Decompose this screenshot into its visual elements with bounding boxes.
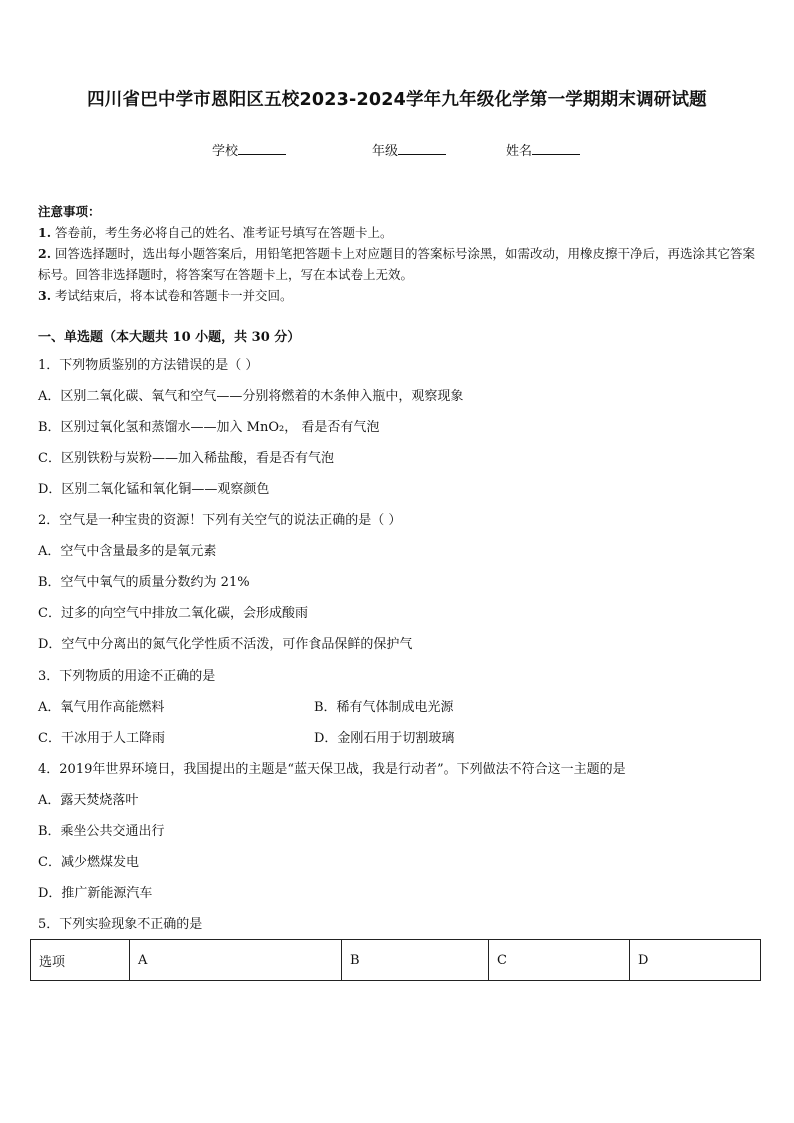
question-4-option-c: C．减少燃煤发电 [38,855,139,870]
grade-field [372,140,446,159]
table-cell-c: C [489,940,630,981]
table-row [31,940,761,981]
question-1-stem: 1．下列物质鉴别的方法错误的是（ ） [38,358,259,373]
question-5-table [30,939,761,981]
question-1-option-b: B．区别过氧化氢和蒸馏水——加入 MnO₂， 看是否有气泡 [38,420,380,435]
name-label: 姓名 [506,144,533,159]
table-cell-d: D [630,940,761,981]
school-label: 学校 [212,144,239,159]
question-3-option-a: A．氧气用作高能燃料 [38,700,165,715]
question-3-option-d: D．金刚石用于切割玻璃 [314,731,455,746]
table-cell-b: B [342,940,489,981]
question-1-option-d: D．区别二氧化锰和氧化铜——观察颜色 [38,482,270,497]
notice-item-3: 3. 考试结束后，将本试卷和答题卡一并交回。 [38,288,293,303]
question-2-option-b: B．空气中氧气的质量分数约为 21% [38,575,250,590]
question-4-stem: 4．2019年世界环境日，我国提出的主题是“蓝天保卫战，我是行动者”。下列做法不符合这一主题的是 [38,762,626,777]
question-5-stem: 5．下列实验现象不正确的是 [38,917,203,932]
question-4-option-d: D．推广新能源汽车 [38,886,153,901]
question-2-stem: 2．空气是一种宝贵的资源！下列有关空气的说法正确的是（ ） [38,513,402,528]
question-3-stem: 3．下列物质的用途不正确的是 [38,669,216,684]
notice-block [38,201,760,306]
notice-heading: 注意事项： [38,204,101,219]
table-header-cell: 选项 [31,940,130,981]
table-cell-a: A [130,940,342,981]
question-1-option-c: C．区别铁粉与炭粉——加入稀盐酸，看是否有气泡 [38,451,334,466]
question-2-option-c: C．过多的向空气中排放二氧化碳，会形成酸雨 [38,606,308,621]
school-blank [238,143,286,155]
question-4-option-b: B．乘坐公共交通出行 [38,824,165,839]
section-heading: 一、单选题（本大题共 10 小题，共 30 分） [38,330,301,345]
name-blank [532,143,580,155]
school-field [212,140,286,159]
question-2-option-d: D．空气中分离出的氮气化学性质不活泼，可作食品保鲜的保护气 [38,637,413,652]
grade-label: 年级 [372,144,399,159]
exam-title: 四川省巴中学市恩阳区五校2023-2024学年九年级化学第一学期期末调研试题 [87,90,707,110]
question-1-option-a: A．区别二氧化碳、氧气和空气——分别将燃着的木条伸入瓶中，观察现象 [38,389,464,404]
question-3-option-c: C．干冰用于人工降雨 [38,731,165,746]
grade-blank [398,143,446,155]
name-field [506,140,580,159]
question-3-option-b: B．稀有气体制成电光源 [314,700,454,715]
notice-item-2: 2. 回答选择题时，选出每小题答案后，用铅笔把答题卡上对应题目的答案标号涂黑，如需改动，用橡皮擦干净后，再选涂其它答案标号。回答非选择题时，将答案写在答题卡上，写在本试卷上无效。 [38,246,756,282]
question-4-option-a: A．露天焚烧落叶 [38,793,139,808]
question-2-option-a: A．空气中含量最多的是氧元素 [38,544,217,559]
notice-item-1: 1. 答卷前，考生务必将自己的姓名、准考证号填写在答题卡上。 [38,225,393,240]
